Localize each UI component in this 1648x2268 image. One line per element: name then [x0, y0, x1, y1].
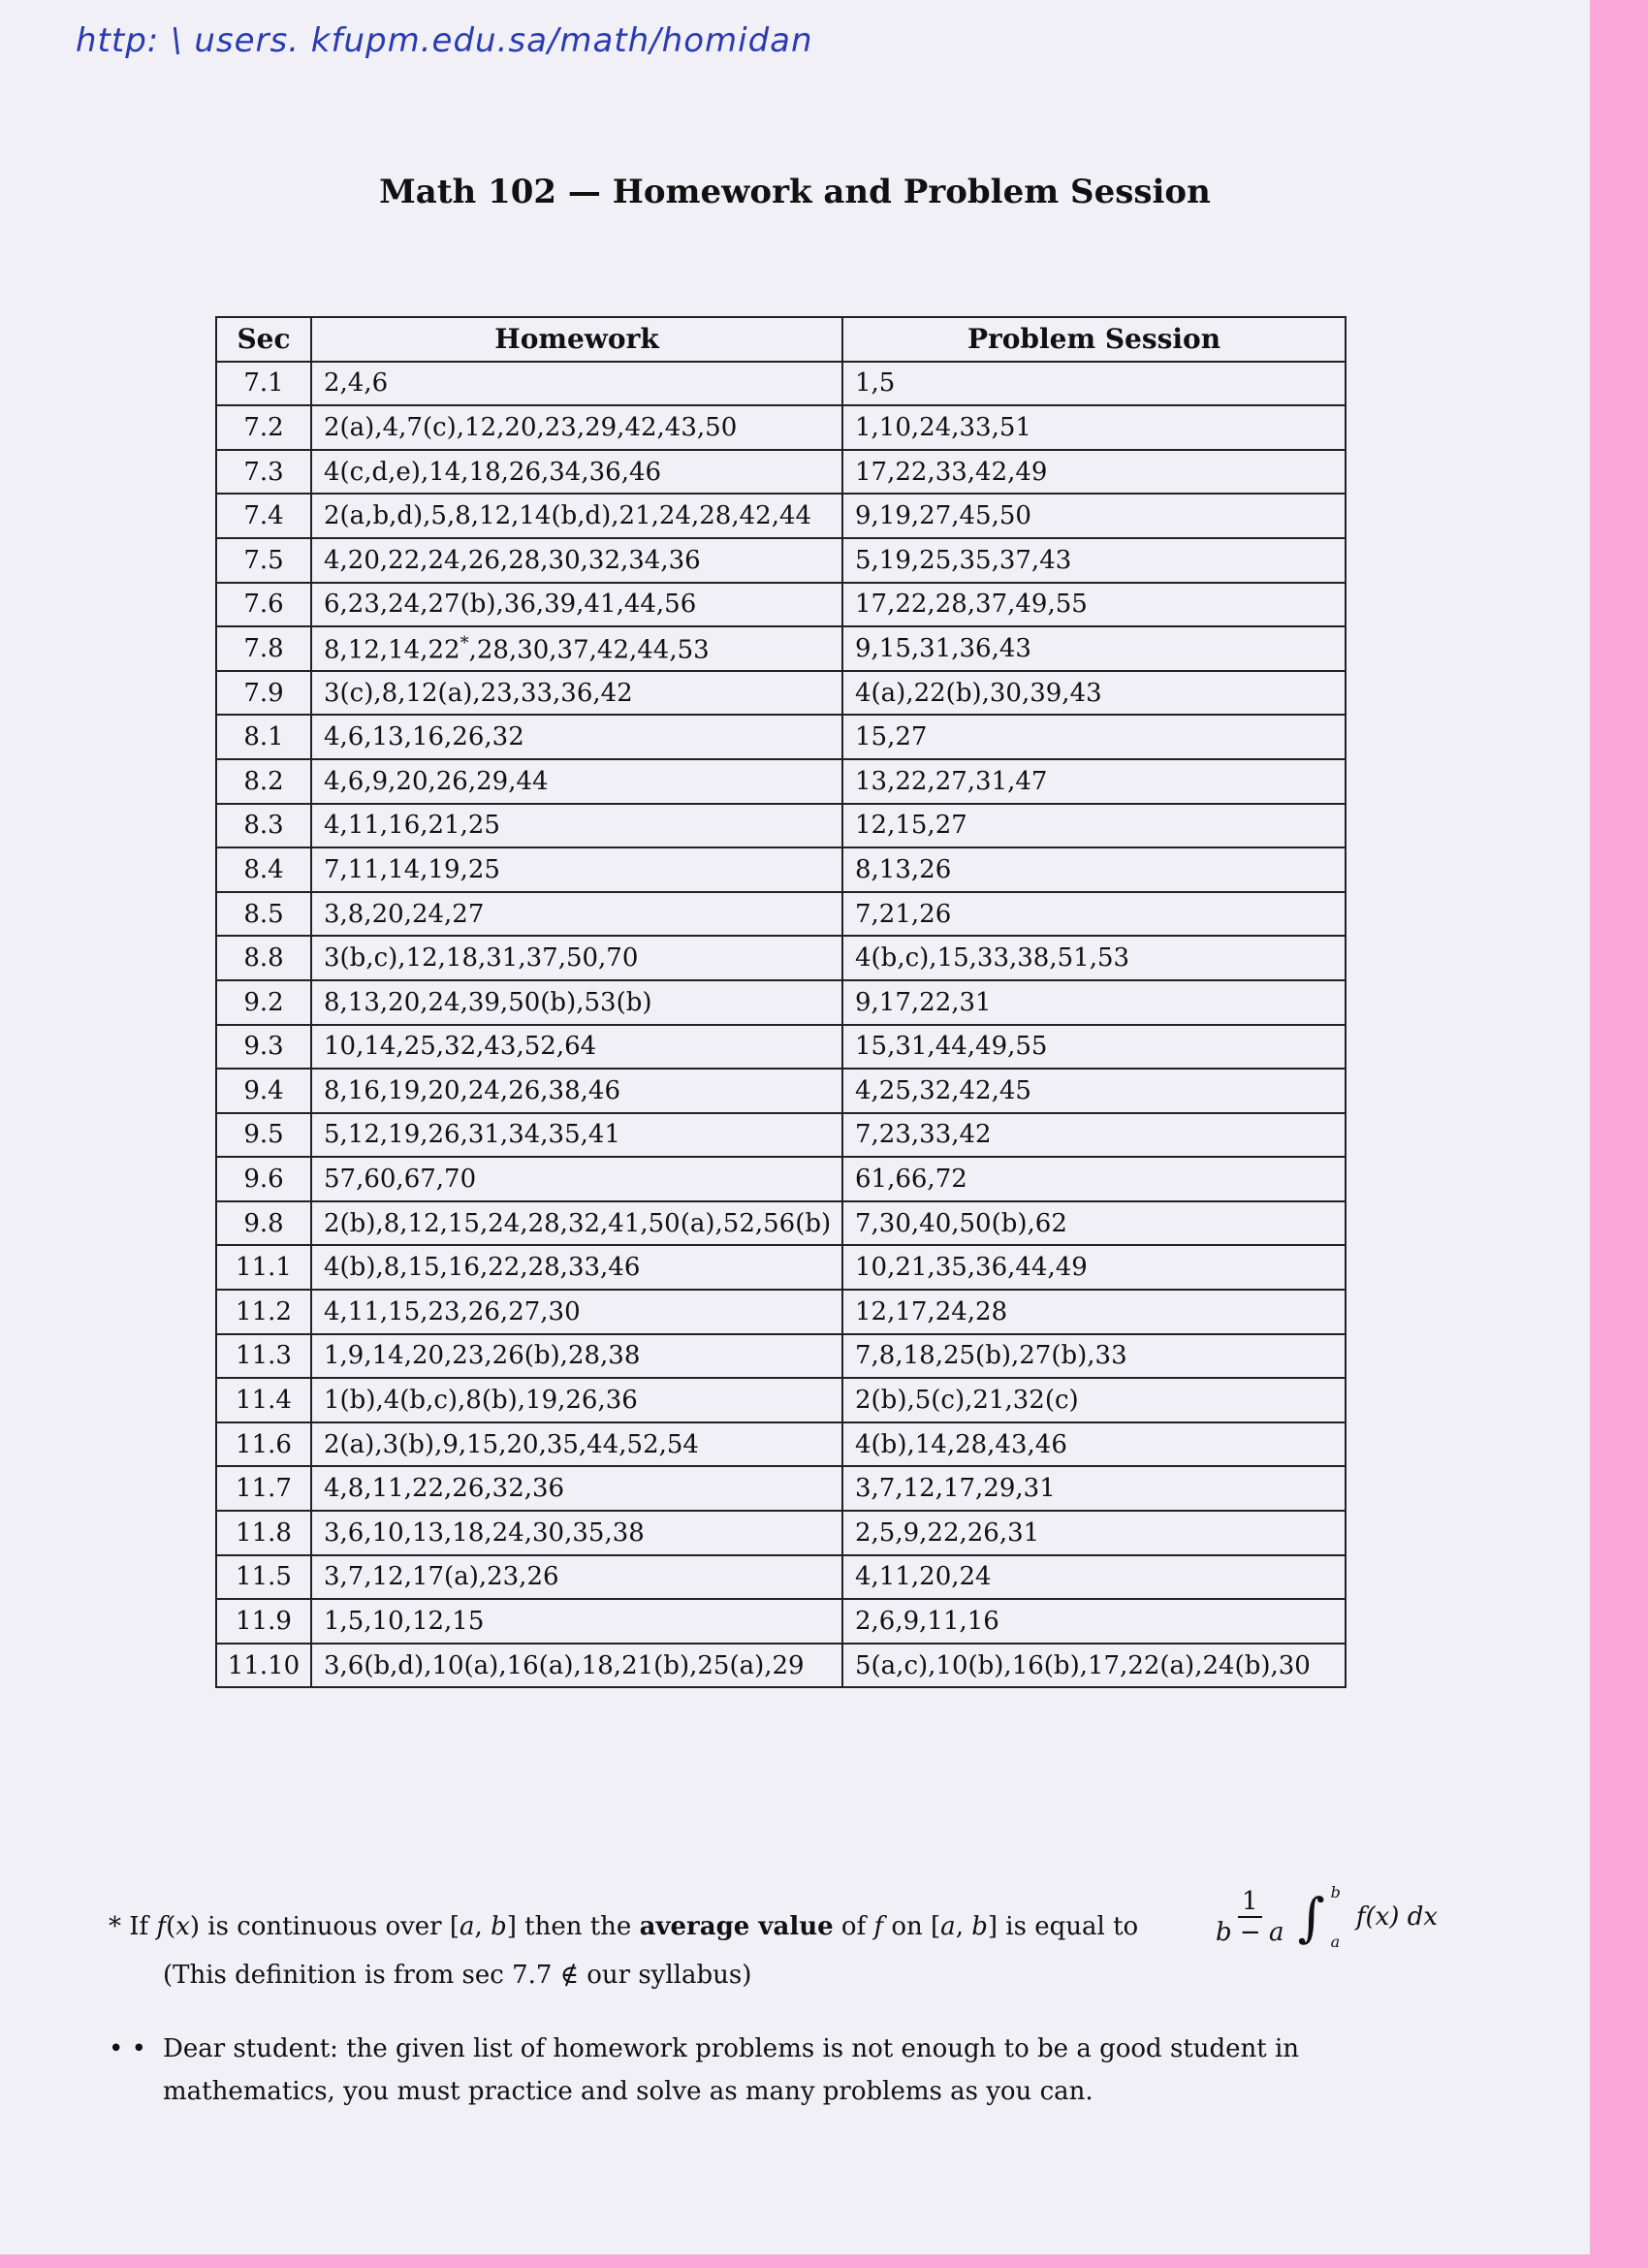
page-title: Math 102 — Homework and Problem Session	[379, 173, 1211, 211]
sec-cell: 7.3	[216, 450, 311, 495]
column-header-problem-session: Problem Session	[842, 317, 1346, 362]
homework-cell: 4,11,15,23,26,27,30	[311, 1290, 842, 1334]
bold-term: average value	[639, 1912, 834, 1941]
homework-cell: 4,20,22,24,26,28,30,32,34,36	[311, 538, 842, 583]
sec-cell: 9.4	[216, 1069, 311, 1113]
text-run: of	[833, 1912, 874, 1941]
fraction	[1212, 1887, 1287, 1947]
problem-session-cell: 17,22,33,42,49	[842, 450, 1346, 495]
sec-cell: 11.10	[216, 1644, 311, 1688]
table-row	[216, 715, 1346, 759]
homework-cell: 2(a),3(b),9,15,20,35,44,52,54	[311, 1422, 842, 1467]
bullet-marker: • •	[109, 2034, 146, 2063]
table-row	[216, 1201, 1346, 1246]
table-row	[216, 583, 1346, 627]
advice-line-1: Dear student: the given list of homework problems is not enough to be a good student in	[163, 2034, 1300, 2063]
table-row	[216, 936, 1346, 980]
problem-session-cell: 12,17,24,28	[842, 1290, 1346, 1334]
homework-cell: 10,14,25,32,43,52,64	[311, 1025, 842, 1070]
sec-cell: 7.6	[216, 583, 311, 627]
homework-cell: 8,16,19,20,24,26,38,46	[311, 1069, 842, 1113]
homework-table	[215, 316, 1347, 1688]
problem-session-cell: 4(b),14,28,43,46	[842, 1422, 1346, 1467]
homework-cell: 3,6(b,d),10(a),16(a),18,21(b),25(a),29	[311, 1644, 842, 1688]
problem-session-cell: 5,19,25,35,37,43	[842, 538, 1346, 583]
sec-cell: 9.8	[216, 1201, 311, 1246]
sec-cell: 11.4	[216, 1378, 311, 1422]
table-row	[216, 671, 1346, 716]
problem-session-cell: 10,21,35,36,44,49	[842, 1245, 1346, 1290]
problem-session-cell: 8,13,26	[842, 847, 1346, 892]
table-row	[216, 1599, 1346, 1644]
problem-session-cell: 4(b,c),15,33,38,51,53	[842, 936, 1346, 980]
sec-cell: 11.1	[216, 1245, 311, 1290]
homework-cell: 1(b),4(b,c),8(b),19,26,36	[311, 1378, 842, 1422]
homework-cell: 4(b),8,15,16,22,28,33,46	[311, 1245, 842, 1290]
column-header-sec: Sec	[216, 317, 311, 362]
homework-cell: 3,7,12,17(a),23,26	[311, 1555, 842, 1600]
sec-cell: 7.4	[216, 494, 311, 538]
table-row	[216, 1644, 1346, 1688]
sec-cell: 8.2	[216, 759, 311, 804]
homework-cell: 7,11,14,19,25	[311, 847, 842, 892]
table-header-row	[216, 317, 1346, 362]
math-var: b	[491, 1912, 507, 1941]
table-row	[216, 1466, 1346, 1511]
average-value-formula	[1212, 1883, 1438, 1951]
table-row	[216, 1113, 1346, 1158]
sec-cell: 7.1	[216, 362, 311, 406]
table-row	[216, 980, 1346, 1025]
table-row	[216, 626, 1346, 671]
text-run: on [	[883, 1912, 941, 1941]
problem-session-cell: 9,15,31,36,43	[842, 626, 1346, 671]
sec-cell: 9.6	[216, 1157, 311, 1201]
table-row	[216, 1025, 1346, 1070]
table-row	[216, 1069, 1346, 1113]
homework-cell: 8,13,20,24,39,50(b),53(b)	[311, 980, 842, 1025]
math-var: a	[460, 1912, 475, 1941]
table-row	[216, 804, 1346, 848]
homework-cell: 4,6,13,16,26,32	[311, 715, 842, 759]
problem-session-cell: 61,66,72	[842, 1157, 1346, 1201]
sec-cell: 9.2	[216, 980, 311, 1025]
problem-session-cell: 5(a,c),10(b),16(b),17,22(a),24(b),30	[842, 1644, 1346, 1688]
handwritten-url: http: \ users. kfupm.edu.sa/math/homidan	[76, 21, 813, 60]
column-header-homework: Homework	[311, 317, 842, 362]
integral-sign: ∫	[1297, 1886, 1325, 1948]
text-run: ,	[474, 1912, 491, 1941]
table-row	[216, 494, 1346, 538]
integral-limits	[1331, 1883, 1341, 1951]
problem-session-cell: 17,22,28,37,49,55	[842, 583, 1346, 627]
integrand: f(x) dx	[1355, 1902, 1439, 1932]
sec-cell: 11.9	[216, 1599, 311, 1644]
text-run: ] is equal to	[987, 1912, 1139, 1941]
table-row	[216, 1422, 1346, 1467]
sec-cell: 9.5	[216, 1113, 311, 1158]
math-var: b	[971, 1912, 988, 1941]
table-row	[216, 450, 1346, 495]
problem-session-cell: 4(a),22(b),30,39,43	[842, 671, 1346, 716]
problem-session-cell: 7,21,26	[842, 892, 1346, 937]
problem-session-cell: 7,23,33,42	[842, 1113, 1346, 1158]
problem-session-cell: 3,7,12,17,29,31	[842, 1466, 1346, 1511]
text-run: ,	[955, 1912, 972, 1941]
lower-limit: a	[1330, 1933, 1341, 1951]
problem-session-cell: 15,31,44,49,55	[842, 1025, 1346, 1070]
problem-session-cell: 1,5	[842, 362, 1346, 406]
sec-cell: 11.8	[216, 1511, 311, 1555]
homework-text-part: ,28,30,37,42,44,53	[468, 635, 710, 665]
problem-session-cell: 2(b),5(c),21,32(c)	[842, 1378, 1346, 1422]
sec-cell: 11.5	[216, 1555, 311, 1600]
sec-cell: 7.9	[216, 671, 311, 716]
sec-cell: 8.8	[216, 936, 311, 980]
fraction-numerator: 1	[1238, 1887, 1262, 1918]
homework-cell: 3(b,c),12,18,31,37,50,70	[311, 936, 842, 980]
text-run: ] then the	[506, 1912, 640, 1941]
table-row	[216, 1511, 1346, 1555]
homework-cell: 57,60,67,70	[311, 1157, 842, 1201]
upper-limit: b	[1330, 1883, 1341, 1901]
problem-session-cell: 7,8,18,25(b),27(b),33	[842, 1334, 1346, 1379]
footnote-source: (This definition is from sec 7.7 ∉ our syllabus)	[163, 1961, 752, 1990]
homework-cell: 4,11,16,21,25	[311, 804, 842, 848]
problem-session-cell: 9,17,22,31	[842, 980, 1346, 1025]
homework-cell: 2(b),8,12,15,24,28,32,41,50(a),52,56(b)	[311, 1201, 842, 1246]
table-row	[216, 362, 1346, 406]
homework-cell: 1,9,14,20,23,26(b),28,38	[311, 1334, 842, 1379]
text-run: (	[166, 1912, 176, 1941]
footnote-average-value	[109, 1912, 1138, 1941]
sec-cell: 11.7	[216, 1466, 311, 1511]
sec-cell: 7.5	[216, 538, 311, 583]
sec-cell: 11.3	[216, 1334, 311, 1379]
homework-cell: 2(a),4,7(c),12,20,23,29,42,43,50	[311, 405, 842, 450]
sec-cell: 8.4	[216, 847, 311, 892]
table-row	[216, 892, 1346, 937]
table-row	[216, 1334, 1346, 1379]
homework-cell: 4,8,11,22,26,32,36	[311, 1466, 842, 1511]
homework-cell: 1,5,10,12,15	[311, 1599, 842, 1644]
homework-cell: 2,4,6	[311, 362, 842, 406]
math-var: f	[873, 1912, 884, 1941]
sec-cell: 9.3	[216, 1025, 311, 1070]
table-row	[216, 1378, 1346, 1422]
sec-cell: 11.6	[216, 1422, 311, 1467]
homework-cell	[311, 626, 842, 671]
math-var: f	[156, 1912, 167, 1941]
table-row	[216, 1290, 1346, 1334]
problem-session-cell: 9,19,27,45,50	[842, 494, 1346, 538]
problem-session-cell: 1,10,24,33,51	[842, 405, 1346, 450]
homework-cell: 5,12,19,26,31,34,35,41	[311, 1113, 842, 1158]
text-run: ) is continuous over [	[189, 1912, 460, 1941]
problem-session-cell: 13,22,27,31,47	[842, 759, 1346, 804]
homework-text-part: 8,12,14,22	[324, 635, 460, 665]
sec-cell: 11.2	[216, 1290, 311, 1334]
sec-cell: 8.3	[216, 804, 311, 848]
sec-cell: 7.8	[216, 626, 311, 671]
table-row	[216, 847, 1346, 892]
table-row	[216, 1555, 1346, 1600]
homework-cell: 3(c),8,12(a),23,33,36,42	[311, 671, 842, 716]
advice-line-2: mathematics, you must practice and solve as many problems as you can.	[163, 2077, 1093, 2106]
footnote-asterisk: *	[460, 632, 469, 654]
homework-cell: 2(a,b,d),5,8,12,14(b,d),21,24,28,42,44	[311, 494, 842, 538]
table-row	[216, 405, 1346, 450]
homework-cell: 4,6,9,20,26,29,44	[311, 759, 842, 804]
fraction-denominator: b − a	[1216, 1918, 1284, 1947]
homework-cell: 4(c,d,e),14,18,26,34,36,46	[311, 450, 842, 495]
problem-session-cell: 2,5,9,22,26,31	[842, 1511, 1346, 1555]
problem-session-cell: 12,15,27	[842, 804, 1346, 848]
sec-cell: 8.5	[216, 892, 311, 937]
homework-cell: 6,23,24,27(b),36,39,41,44,56	[311, 583, 842, 627]
table-row	[216, 1157, 1346, 1201]
sec-cell: 8.1	[216, 715, 311, 759]
math-var: a	[940, 1912, 956, 1941]
text-run: * If	[109, 1912, 157, 1941]
table-row	[216, 759, 1346, 804]
problem-session-cell: 15,27	[842, 715, 1346, 759]
problem-session-cell: 7,30,40,50(b),62	[842, 1201, 1346, 1246]
sec-cell: 7.2	[216, 405, 311, 450]
table-row	[216, 538, 1346, 583]
homework-cell: 3,8,20,24,27	[311, 892, 842, 937]
homework-cell: 3,6,10,13,18,24,30,35,38	[311, 1511, 842, 1555]
problem-session-cell: 4,25,32,42,45	[842, 1069, 1346, 1113]
math-var: x	[175, 1912, 190, 1941]
problem-session-cell: 2,6,9,11,16	[842, 1599, 1346, 1644]
table-row	[216, 1245, 1346, 1290]
problem-session-cell: 4,11,20,24	[842, 1555, 1346, 1600]
